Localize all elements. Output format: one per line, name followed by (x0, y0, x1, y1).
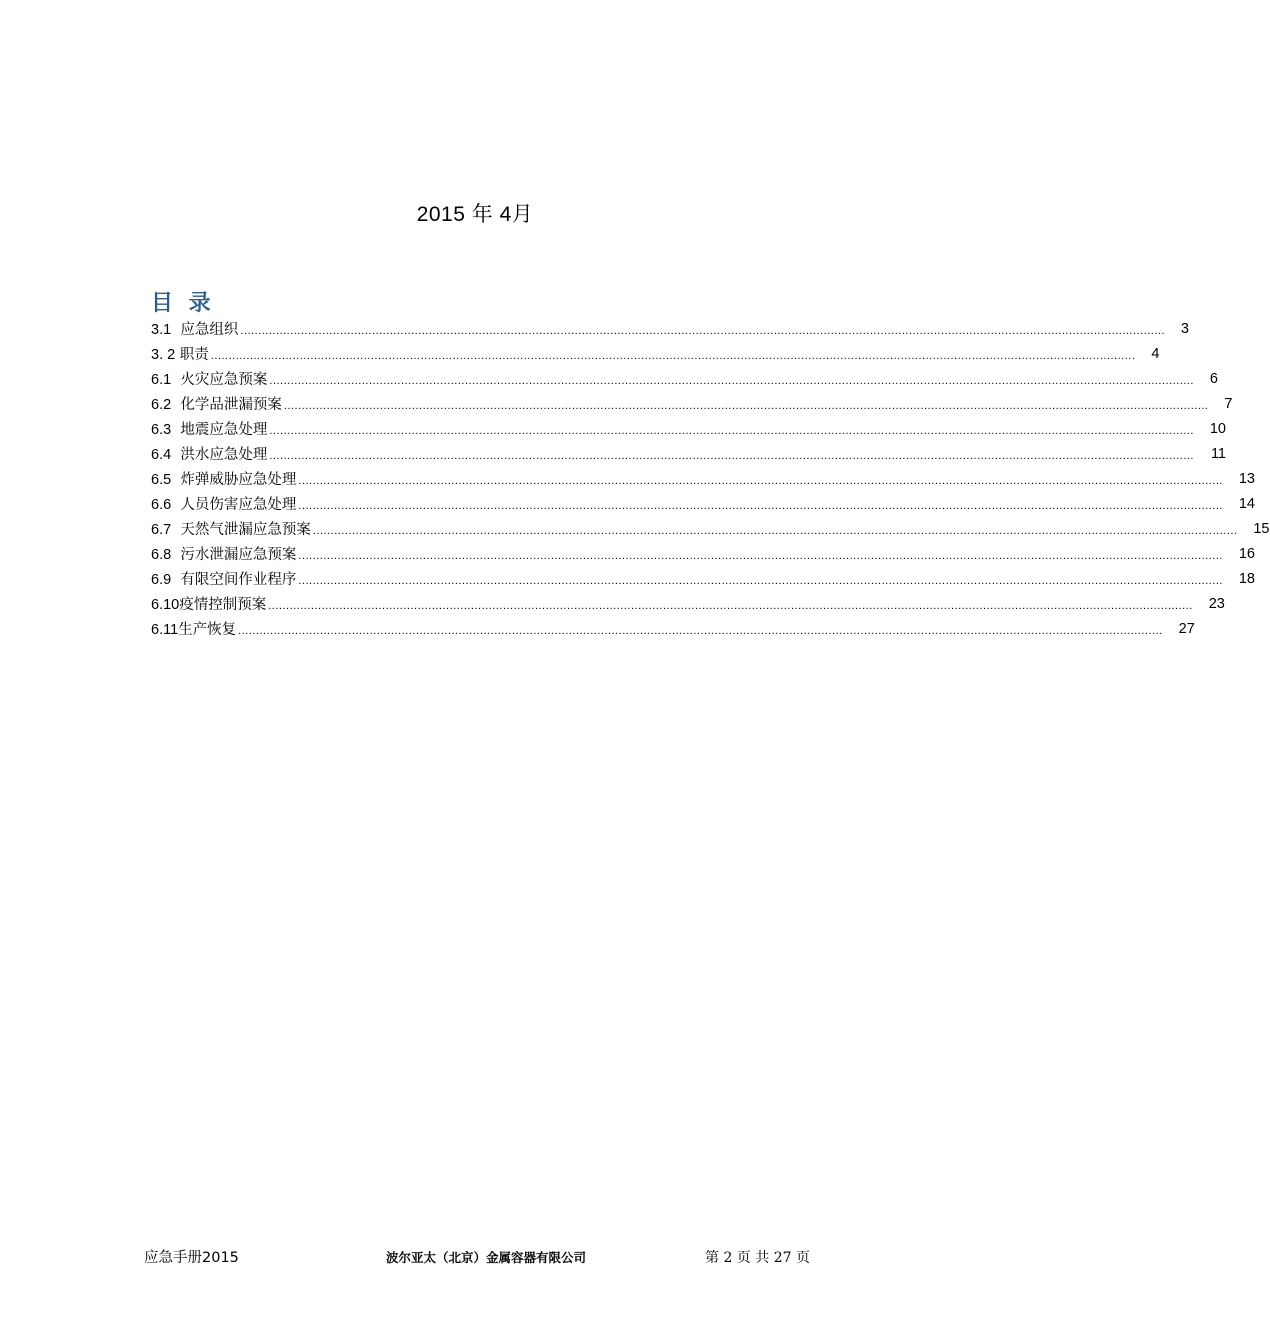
toc-entry-label (151, 393, 282, 414)
toc-entry-title: 火灾应急预案 (180, 372, 268, 388)
footer-manual-title: 应急手册2015 (144, 1250, 239, 1266)
toc-entry-title: 天然气泄漏应急预案 (180, 522, 311, 538)
toc-entry-number: 6.10 (151, 597, 180, 613)
toc-entry-title: 人员伤害应急处理 (180, 497, 297, 513)
toc-entry-label (151, 368, 267, 389)
toc-dot-leader: .................................................................................................................................................................................................................................................................... (298, 574, 1223, 587)
toc-entry-number: 6.8 (151, 547, 172, 563)
toc-dot-leader: .................................................................................................................................................................................................................................................................... (269, 374, 1194, 387)
toc-entry[interactable] (151, 516, 1270, 541)
toc-entry-title: 生产恢复 (178, 622, 237, 638)
toc-heading: 目 录 (151, 291, 215, 316)
toc-dot-leader: .................................................................................................................................................................................................................................................................... (269, 449, 1194, 462)
toc-entry[interactable] (151, 391, 1233, 416)
toc-entry-label (151, 518, 311, 539)
toc-entry-title: 污水泄漏应急预案 (180, 547, 297, 563)
toc-entry-page: 27 (1178, 620, 1195, 637)
toc-entry-label (151, 418, 267, 439)
table-of-contents (151, 316, 1270, 641)
toc-entry[interactable] (151, 466, 1255, 491)
toc-entry-label (151, 468, 296, 489)
toc-entry[interactable] (151, 416, 1226, 441)
toc-dot-leader: .................................................................................................................................................................................................................................................................... (298, 499, 1223, 512)
toc-entry-number: 6.1 (151, 372, 172, 388)
toc-dot-leader: .................................................................................................................................................................................................................................................................... (210, 349, 1136, 362)
toc-entry-page: 10 (1209, 420, 1226, 437)
toc-entry-number: 6.9 (151, 572, 172, 588)
toc-dot-leader: .................................................................................................................................................................................................................................................................... (268, 599, 1193, 612)
toc-dot-leader: .................................................................................................................................................................................................................................................................... (240, 324, 1165, 337)
toc-entry-page: 6 (1209, 370, 1218, 387)
toc-dot-leader: .................................................................................................................................................................................................................................................................... (298, 474, 1223, 487)
toc-entry-number: 6.6 (151, 497, 172, 513)
toc-entry-number: 6.11 (151, 622, 179, 638)
page-footer (0, 1246, 950, 1268)
toc-entry-number: 6.7 (151, 522, 172, 538)
toc-entry-title: 疫情控制预案 (179, 597, 267, 613)
toc-dot-leader: .................................................................................................................................................................................................................................................................... (269, 424, 1194, 437)
toc-entry-title: 有限空间作业程序 (180, 572, 297, 588)
toc-entry[interactable] (151, 491, 1255, 516)
toc-entry-page: 23 (1208, 595, 1225, 612)
toc-entry-page: 4 (1151, 345, 1160, 362)
toc-entry[interactable] (151, 541, 1255, 566)
toc-entry-page: 7 (1224, 395, 1233, 412)
toc-entry-title: 应急组织 (180, 322, 239, 338)
toc-dot-leader: .................................................................................................................................................................................................................................................................... (283, 399, 1209, 412)
toc-entry-label (151, 493, 296, 514)
toc-entry[interactable] (151, 316, 1189, 341)
toc-entry-page: 14 (1238, 495, 1255, 512)
toc-entry-label (151, 343, 209, 364)
toc-entry-page: 11 (1210, 445, 1226, 462)
toc-entry-number: 6.2 (151, 397, 172, 413)
toc-entry-label (151, 618, 236, 639)
toc-dot-leader: .................................................................................................................................................................................................................................................................... (312, 524, 1238, 537)
toc-entry-title: 化学品泄漏预案 (180, 397, 282, 413)
footer-page-number: 第 2 页 共 27 页 (705, 1250, 810, 1266)
toc-entry[interactable] (151, 591, 1225, 616)
toc-entry-label (151, 543, 296, 564)
toc-entry[interactable] (151, 341, 1160, 366)
toc-entry-page: 13 (1238, 470, 1255, 487)
toc-entry-label (151, 443, 267, 464)
toc-entry-page: 3 (1180, 320, 1189, 337)
toc-entry-number: 3. 2 (151, 347, 176, 363)
document-date: 2015 年 4月 (416, 203, 534, 226)
toc-entry-number: 6.3 (151, 422, 172, 438)
toc-entry-label (151, 593, 266, 614)
toc-entry-number: 3.1 (151, 322, 172, 338)
toc-entry-page: 18 (1238, 570, 1255, 587)
toc-dot-leader: .................................................................................................................................................................................................................................................................... (238, 624, 1163, 637)
toc-entry-number: 6.4 (151, 447, 172, 463)
toc-entry-label (151, 568, 296, 589)
toc-entry-page: 15 (1253, 520, 1270, 537)
toc-entry[interactable] (151, 441, 1226, 466)
toc-dot-leader: .................................................................................................................................................................................................................................................................... (298, 549, 1223, 562)
toc-entry-title: 炸弹威胁应急处理 (180, 472, 297, 488)
toc-entry-title: 地震应急处理 (180, 422, 268, 438)
toc-entry[interactable] (151, 566, 1255, 591)
toc-entry-title: 洪水应急处理 (180, 447, 268, 463)
toc-entry[interactable] (151, 366, 1218, 391)
toc-entry-title: 职责 (179, 347, 209, 363)
toc-entry[interactable] (151, 616, 1195, 641)
toc-entry-label (151, 318, 238, 339)
toc-entry-page: 16 (1238, 545, 1255, 562)
toc-entry-number: 6.5 (151, 472, 172, 488)
footer-company-name: 波尔亚太（北京）金属容器有限公司 (386, 1250, 587, 1265)
